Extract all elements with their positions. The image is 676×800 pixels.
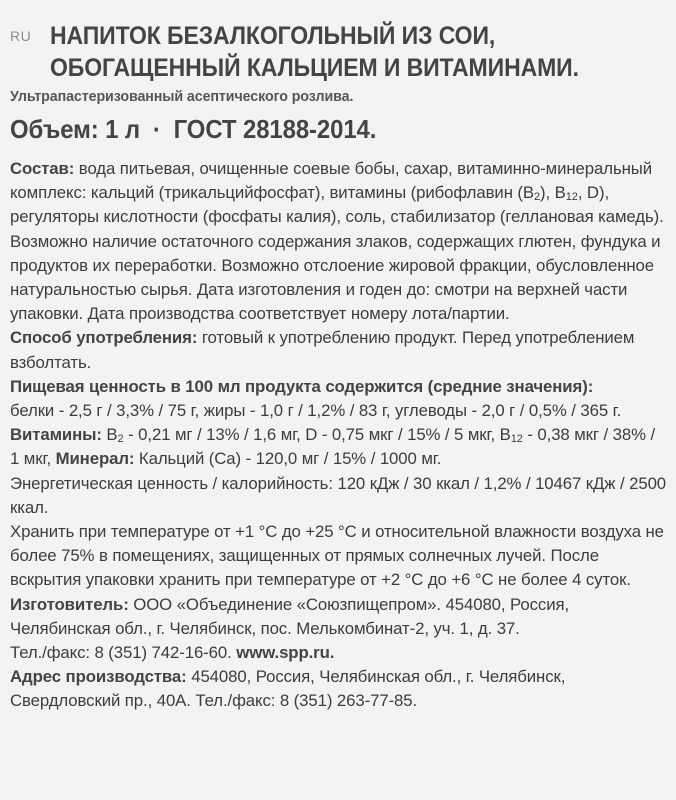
storage-paragraph: Хранить при температуре от +1 °С до +25 °С и относительной влажности воздуха не более 75% в помещениях, защищенных от прямых солнечных лучей. После вскрытия упаковки хранить при температуре от +2 °С до +6 °С не более 4 суток. [10,522,664,590]
vitamin-b-prefix: B [101,425,118,445]
product-title [50,20,619,84]
production-label: Адрес производства: [10,667,187,687]
usage-label: Способ употребления: [10,328,198,348]
manufacturer-phone: Тел./факс: 8 (351) 742-16-60. [10,643,237,663]
mineral-label: Минерал: [55,449,135,469]
volume-line [10,113,615,145]
energy-paragraph: Энергетическая ценность / калорийность: 120 кДж / 30 ккал / 1,2% / 10467 кДж / 2500 ккал. [10,473,667,517]
title-line-2: ОБОГАЩЕННЫЙ КАЛЬЦИЕМ И ВИТАМИНАМИ. [50,54,579,82]
separator-dot: · [152,114,161,144]
product-subtitle: Ультрапастеризованный асептического розлива. [10,88,354,105]
composition-text-1: вода питьевая, очищенные соевые бобы, сахар, витаминно-минеральный комплекс: кальций (трикальцийфосфат), витамины (рибофлавин (B [10,159,652,203]
composition-text-2: ), B [540,183,566,203]
website-link[interactable]: www.spp.ru. [236,643,335,663]
gost-standard: ГОСТ 28188-2014. [173,114,377,144]
usage-text: готовый к употреблению продукт. Перед употреблением взболтать. [10,328,635,372]
composition-paragraph [10,157,668,326]
vitamin-b12-subscript: 12 [510,433,523,446]
composition-text-3: , D), регуляторы кислотности (фосфаты калия), соль, стабилизатор (геллановая камедь). Возможно наличие остаточного содержания злаков, содержащих глютен, фундука и продуктов их переработки. Возможно отслоение жировой фракции, обусловленное натуральностью сырья. Дата изготовления и годен до: смотри на верхней части упаковки. Дата производства соответствует номеру лота/партии. [10,183,664,324]
nutrition-macros: белки - 2,5 г / 3,3% / 75 г, жиры - 1,0 г / 1,2% / 83 г, углеводы - 2,0 г / 0,5% / 365 г. [10,401,622,421]
vitamin-b2-subscript: 2 [117,433,124,446]
vitamins-paragraph [10,423,668,471]
manufacturer-paragraph [10,593,668,641]
production-text: 454080, Россия, Челябинская обл., г. Челябинск, Свердловский пр., 40А. Тел./факс: 8 (351) 263-77-85. [10,667,566,711]
manufacturer-label: Изготовитель: [10,594,129,614]
nutrition-header: Пищевая ценность в 100 мл продукта содержится (средние значения): [10,376,594,396]
volume-label: Объем: 1 л [10,114,141,144]
mineral-text: Кальций (Ca) - 120,0 мг / 15% / 1000 мг. [134,449,442,469]
vitamins-text-1: - 0,21 мг / 13% / 1,6 мг, D - 0,75 мкг / 15% / 5 мкг, B [123,425,511,445]
manufacturer-text: ООО «Объединение «Союзпищепром». 454080, Россия, Челябинская обл., г. Челябинск, пос. Мелькомбинат-2, уч. 1, д. 37. [10,594,570,638]
production-paragraph [10,665,668,713]
label-body [10,157,668,714]
phone-paragraph [10,641,668,665]
title-line-1: НАПИТОК БЕЗАЛКОГОЛЬНЫЙ ИЗ СОИ, [50,22,496,50]
b12-subscript: 12 [565,191,578,204]
composition-label: Состав: [10,159,75,178]
vitamins-label: Витамины: [10,425,102,445]
vitamins-text-2: - 0,38 мкг / 38% / 1 мкг, [10,425,656,469]
usage-paragraph [10,326,668,374]
b2-subscript: 2 [534,191,541,204]
language-code: RU [10,28,32,44]
